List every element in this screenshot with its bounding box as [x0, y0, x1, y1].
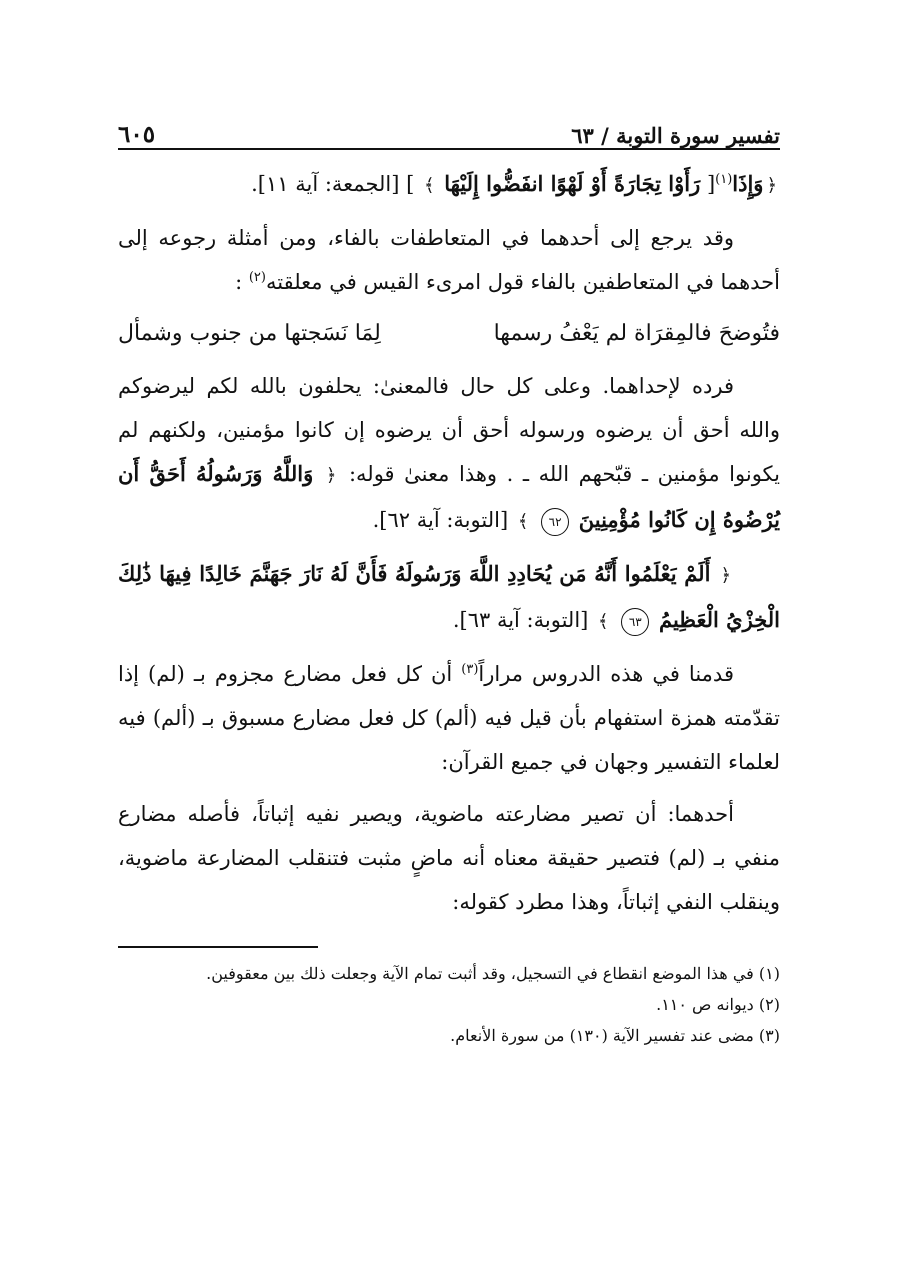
footnote-marker-1[interactable]: (١) — [715, 172, 733, 187]
footnote-text: ديوانه ص ١١٠. — [656, 995, 754, 1014]
verse-reference: [التوبة: آية ٦٣]. — [452, 608, 589, 632]
quran-text: وَاللَّهُ وَرَسُولُهُ أَحَقُّ أَن يُرْضُوهُ إِن كَانُوا مُؤْمِنِينَ — [118, 461, 780, 532]
footnote-item — [118, 958, 780, 989]
footnote-mark: (٣) — [758, 1026, 780, 1045]
footnote-marker-2[interactable]: (٢) — [248, 270, 266, 285]
paragraph-lam-jussive — [118, 652, 780, 784]
paragraph-conjunction — [118, 216, 780, 304]
footnote-text: مضى عند تفسير الآية (١٣٠) من سورة الأنعام. — [450, 1026, 754, 1045]
paragraph-jumuah-verse — [118, 162, 780, 208]
quran-open-bracket: ﴿ — [325, 465, 337, 486]
main-text — [118, 162, 780, 924]
footnote-mark: (٢) — [758, 995, 780, 1014]
quran-close-bracket: ﴾ — [423, 175, 435, 196]
page-header — [118, 108, 780, 150]
poetry-line — [118, 312, 780, 356]
running-title: تفسير سورة التوبة / ٦٣ — [571, 123, 780, 148]
footnote-marker-3[interactable]: (٣) — [461, 662, 479, 677]
footnotes — [118, 958, 780, 1051]
quran-text: رَأَوْا تِجَارَةً أَوْ لَهْوًا انفَضُّوا إِلَيْهَا — [444, 171, 701, 196]
footnote-item — [118, 1020, 780, 1051]
quran-word: وَإِذَا — [732, 171, 764, 196]
paragraph-meaning — [118, 364, 780, 544]
page-number: ٦٠٥ — [118, 121, 156, 148]
paragraph-text: أحدهما: أن تصير مضارعته ماضوية، ويصير نفيه إثباتاً، فأصله مضارع منفي بـ (لم) فتصير حقيقة معناه أنه ماضٍ مثبت فتنقلب المضارعة ماضوية، وينقلب النفي إثباتاً، وهذا مطرد كقوله: — [118, 802, 780, 914]
footnote-mark: (١) — [758, 964, 780, 983]
quran-close-bracket: ﴾ — [598, 611, 609, 632]
verse-reference: ] [الجمعة: آية ١١]. — [251, 172, 415, 196]
colon: : — [235, 270, 243, 294]
footnote-item — [118, 989, 780, 1020]
quran-text: أَلَمْ يَعْلَمُوا أَنَّهُ مَن يُحَادِدِ اللَّهَ وَرَسُولَهُ فَأَنَّ لَهُ نَارَ جَهَنَّمَ خَالِدًا فِيهَا ذَٰلِكَ الْخِزْيُ الْعَظِيمُ — [118, 561, 780, 632]
ayah-number-circle: ٦٣ — [621, 608, 649, 636]
paragraph-text: قدمنا في هذه الدروس مراراً — [478, 662, 734, 686]
verse-reference: [التوبة: آية ٦٢]. — [372, 508, 509, 532]
paragraph-text: أن كل فعل مضارع مجزوم بـ (لم) إذا تقدّمته همزة استفهام بأن قيل فيه (ألم) كل فعل مضارع مسبوق بـ (ألم) فيه لعلماء التفسير وجهان في جميع القرآن: — [118, 662, 780, 774]
paragraph-text: وقد يرجع إلى أحدهما في المتعاطفات بالفاء، ومن أمثلة رجوعه إلى أحدهما في المتعاطفين بالفاء قول امرىء القيس في معلقته — [118, 226, 780, 294]
ayah-number-circle: ٦٢ — [541, 508, 569, 536]
quran-close-bracket: ﴾ — [517, 511, 529, 532]
paragraph-verse-63 — [118, 552, 780, 644]
paragraph-first-view — [118, 792, 780, 924]
footnote-text: في هذا الموضع انقطاع في التسجيل، وقد أثبت تمام الآية وجعلت ذلك بين معقوفين. — [206, 964, 754, 983]
hemistich-first: فتُوضحَ فالمِقرَاة لم يَعْفُ رسمها — [493, 321, 780, 346]
book-page — [118, 108, 780, 1051]
paragraph-text: فرده لإحداهما. وعلى كل حال فالمعنىٰ: يحلفون بالله لكم ليرضوكم والله أحق أن يرضوه ورسوله أحق أن يرضوه إن كانوا مؤمنين، ولكنهم لم يكونوا مؤمنين ـ قبّحهم الله ـ . وهذا معنىٰ قوله: — [118, 374, 780, 486]
hemistich-second: لِمَا نَسَجتها من جنوب وشمأل — [118, 321, 381, 346]
square-bracket: [ — [706, 172, 716, 196]
quran-open-bracket: ﴿ — [720, 565, 731, 586]
footnote-separator — [118, 946, 318, 948]
quran-open-bracket: ﴿ — [766, 175, 777, 196]
